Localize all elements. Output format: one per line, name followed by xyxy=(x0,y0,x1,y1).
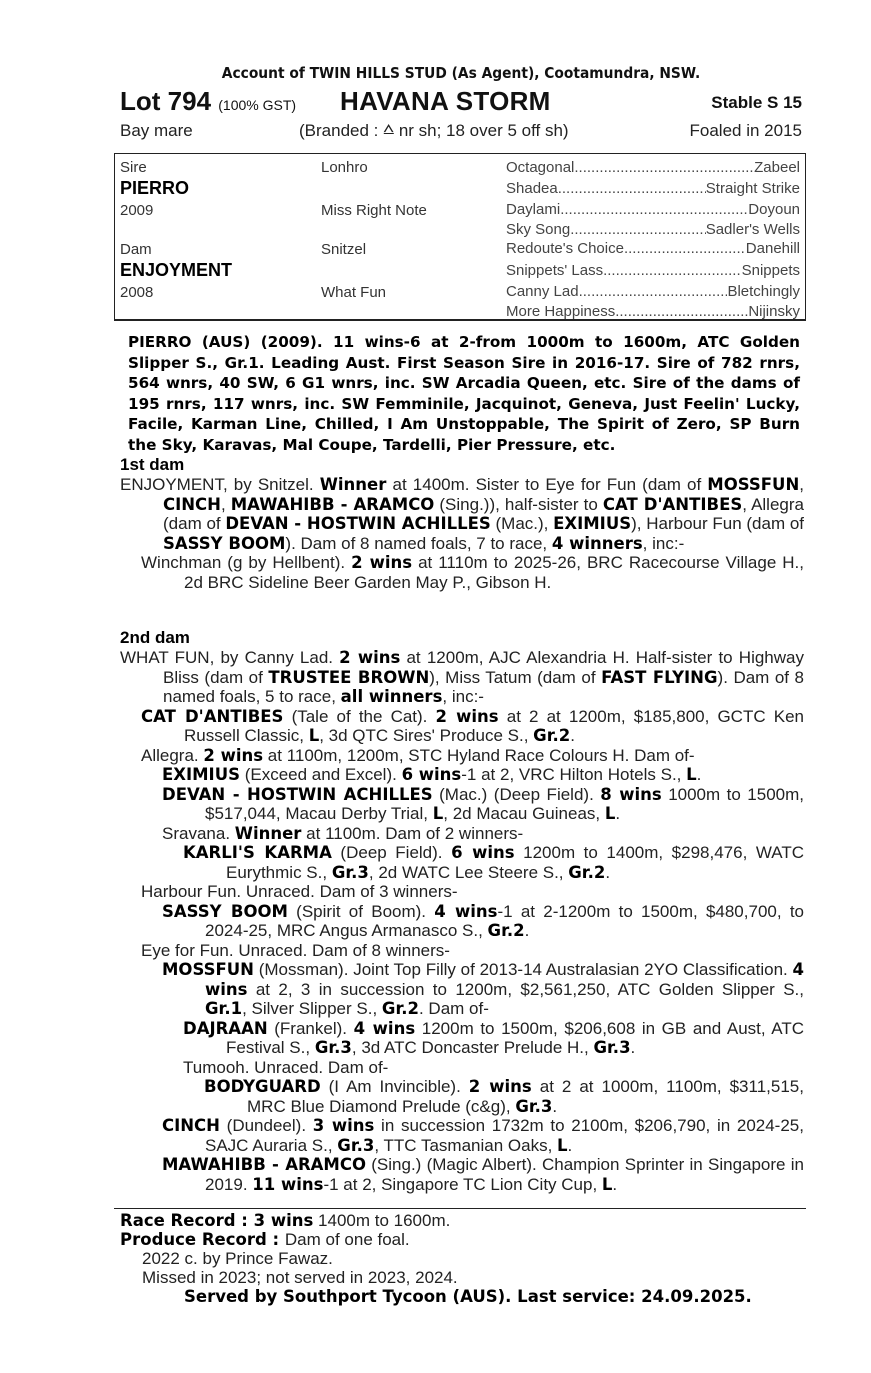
grandsire-maternal: Snitzel xyxy=(321,241,367,258)
granddam-paternal: Miss Right Note xyxy=(321,202,427,219)
leader-dots xyxy=(615,303,748,320)
gg-sire: Sadler's Wells xyxy=(705,221,800,238)
gg-sire: Straight Strike xyxy=(705,180,800,197)
leader-dots xyxy=(603,262,742,279)
progeny-entry: DAJRAAN (Frankel). 4 wins 1200m to 1500m, $206,608 in GB and Aust, ATC Festival S., Gr.3, 3d ATC Doncaster Prelude H., Gr.3. xyxy=(183,1018,804,1057)
great-grandparent xyxy=(506,262,800,279)
service-note: Served by Southport Tycoon (AUS). Last service: 24.09.2025. xyxy=(184,1287,752,1306)
progeny-entry: BODYGUARD (I Am Invincible). 2 wins at 2 at 1000m, 1100m, $311,515, MRC Blue Diamond Prelude (c&g), Gr.3. xyxy=(204,1077,804,1116)
progeny-entry: CAT D'ANTIBES (Tale of the Cat). 2 wins at 2 at 1200m, $185,800, GCTC Ken Russell Classic, L, 3d QTC Sires' Produce S., Gr.2. xyxy=(141,706,804,745)
stable-number: Stable S 15 xyxy=(711,93,802,112)
foaled-year: Foaled in 2015 xyxy=(689,121,802,140)
leader-dots xyxy=(560,201,748,218)
gg-name: More Happiness xyxy=(506,303,616,320)
great-grandparent xyxy=(506,283,800,300)
leader-dots xyxy=(558,180,706,197)
sire-name: PIERRO xyxy=(120,178,190,198)
second-dam-section xyxy=(120,648,804,1194)
brand-prefix: (Branded : xyxy=(299,121,379,140)
gg-name: Snippets' Lass xyxy=(506,262,604,279)
lot-label: Lot 794 xyxy=(120,86,212,116)
gg-name: Octagonal xyxy=(506,159,575,176)
gg-sire: Bletchingly xyxy=(727,283,800,300)
progeny-entry: Eye for Fun. Unraced. Dam of 8 winners- xyxy=(141,940,450,960)
second-dam-heading: 2nd dam xyxy=(120,628,190,647)
grandsire-paternal: Lonhro xyxy=(321,159,368,176)
progeny-entry: SASSY BOOM (Spirit of Boom). 4 wins-1 at 2-1200m to 1500m, $480,700, to 2024-25, MRC Angus Armanasco S., Gr.2. xyxy=(162,901,804,940)
leader-dots xyxy=(570,221,705,238)
leader-dots xyxy=(574,159,754,176)
progeny-entry: MOSSFUN (Mossman). Joint Top Filly of 2013-14 Australasian 2YO Classification. 4 wins at 2, 3 in succession to 1200m, $2,561,250, ATC Golden Slipper S., Gr.1, Silver Slipper S., Gr.2. Dam of- xyxy=(162,960,804,1018)
lot-line xyxy=(120,86,802,118)
great-grandparent xyxy=(506,303,800,320)
produce-record: Produce Record : Dam of one foal. xyxy=(120,1230,410,1249)
gg-sire: Nijinsky xyxy=(748,303,800,320)
brand-description xyxy=(299,118,569,141)
progeny-entry: Allegra. 2 wins at 1100m, 1200m, STC Hyland Race Colours H. Dam of- xyxy=(141,745,695,765)
section-divider xyxy=(114,1208,806,1209)
gg-name: Daylami xyxy=(506,201,561,218)
first-dam-section xyxy=(120,475,804,592)
horse-name: HAVANA STORM xyxy=(340,86,551,116)
gg-sire: Danehill xyxy=(745,240,800,257)
brand-mark-icon: ⩟ xyxy=(383,118,395,138)
gst-note: (100% GST) xyxy=(218,97,297,113)
progeny-entry: Tumooh. Unraced. Dam of- xyxy=(183,1057,389,1077)
gg-sire: Doyoun xyxy=(748,201,800,218)
dam-paragraph: WHAT FUN, by Canny Lad. 2 wins at 1200m, AJC Alexandria H. Half-sister to Highway Bliss (dam of TRUSTEE BROWN), Miss Tatum (dam of FAST FLYING). Dam of 8 named foals, 5 to race, all winners, inc:- xyxy=(120,648,804,706)
dam-year: 2008 xyxy=(120,284,154,301)
sire-label: Sire xyxy=(120,159,147,176)
dam-label: Dam xyxy=(120,241,152,258)
leader-dots xyxy=(579,283,728,300)
great-grandparent xyxy=(506,159,800,176)
great-grandparent xyxy=(506,221,800,238)
race-record: Race Record : 3 wins 1400m to 1600m. xyxy=(120,1211,451,1230)
dam-paragraph: ENJOYMENT, by Snitzel. Winner at 1400m. Sister to Eye for Fun (dam of MOSSFUN, CINCH, MAWAHIBB - ARAMCO (Sing.)), half-sister to CAT D'ANTIBES, Allegra (dam of DEVAN - HOSTWIN ACHILLES (Mac.), EXIMIUS), Harbour Fun (dam of SASSY BOOM). Dam of 8 named foals, 7 to race, 4 winners, inc:- xyxy=(120,475,805,553)
lot-number xyxy=(120,86,296,117)
progeny-entry: MAWAHIBB - ARAMCO (Sing.) (Magic Albert). Champion Sprinter in Singapore in 2019. 11 wins-1 at 2, Singapore TC Lion City Cup, L. xyxy=(162,1155,804,1194)
pedigree-table xyxy=(114,153,806,321)
produce-entry: Missed in 2023; not served in 2023, 2024. xyxy=(142,1268,458,1287)
gg-name: Redoute's Choice xyxy=(506,240,624,257)
vendor-account: Account of TWIN HILLS STUD (As Agent), Cootamundra, NSW. xyxy=(221,64,701,82)
gg-name: Shadea xyxy=(506,180,558,197)
gg-sire: Zabeel xyxy=(754,159,800,176)
gg-name: Canny Lad xyxy=(506,283,579,300)
great-grandparent xyxy=(506,201,800,218)
progeny-entry: DEVAN - HOSTWIN ACHILLES (Mac.) (Deep Field). 8 wins 1000m to 1500m, $517,044, Macau Derby Trial, L, 2d Macau Guineas, L. xyxy=(162,784,804,823)
colour-sex: Bay mare xyxy=(120,121,193,140)
leader-dots xyxy=(624,240,746,257)
progeny-entry: KARLI'S KARMA (Deep Field). 6 wins 1200m to 1400m, $298,476, WATC Eurythmic S., Gr.3, 2d WATC Lee Steere S., Gr.2. xyxy=(183,843,804,882)
first-dam-heading: 1st dam xyxy=(120,455,185,474)
sire-summary: PIERRO (AUS) (2009). 11 wins-6 at 2-from 1000m to 1600m, ATC Golden Slipper S., Gr.1. Leading Aust. First Season Sire in 2016-17. Sire of 782 rnrs, 564 wnrs, 40 SW, 6 G1 wnrs, inc. SW Arcadia Queen, etc. Sire of the dams of 195 rnrs, 117 wnrs, inc. SW Femminile, Jacquinot, Geneva, Just Feelin' Lucky, Facile, Karman Line, Chilled, I Am Unstoppable, The Spirit of Zero, SP Burn the Sky, Karavas, Mal Coupe, Tardelli, Pier Pressure, etc. xyxy=(128,333,800,454)
gg-name: Sky Song xyxy=(506,221,571,238)
progeny-entry: Sravana. Winner at 1100m. Dam of 2 winners- xyxy=(162,823,524,843)
great-grandparent xyxy=(506,180,800,197)
dam-name: ENJOYMENT xyxy=(120,260,233,280)
gg-sire: Snippets xyxy=(741,262,800,279)
progeny-entry: EXIMIUS (Exceed and Excel). 6 wins-1 at 2, VRC Hilton Hotels S., L. xyxy=(162,765,702,784)
produce-entry: 2022 c. by Prince Fawaz. xyxy=(142,1249,333,1268)
progeny-entry: Harbour Fun. Unraced. Dam of 3 winners- xyxy=(141,882,458,901)
great-grandparent xyxy=(506,240,800,257)
sire-year: 2009 xyxy=(120,202,154,219)
brand-suffix: nr sh; 18 over 5 off sh) xyxy=(398,121,569,140)
progeny-entry: CINCH (Dundeel). 3 wins in succession 1732m to 2100m, $206,790, in 2024-25, SAJC Auraria S., Gr.3, TTC Tasmanian Oaks, L. xyxy=(162,1116,804,1155)
granddam-maternal: What Fun xyxy=(321,284,387,301)
progeny-entry: Winchman (g by Hellbent). 2 wins at 1110m to 2025-26, BRC Racecourse Village H., 2d BRC Sideline Beer Garden May P., Gibson H. xyxy=(141,553,804,592)
